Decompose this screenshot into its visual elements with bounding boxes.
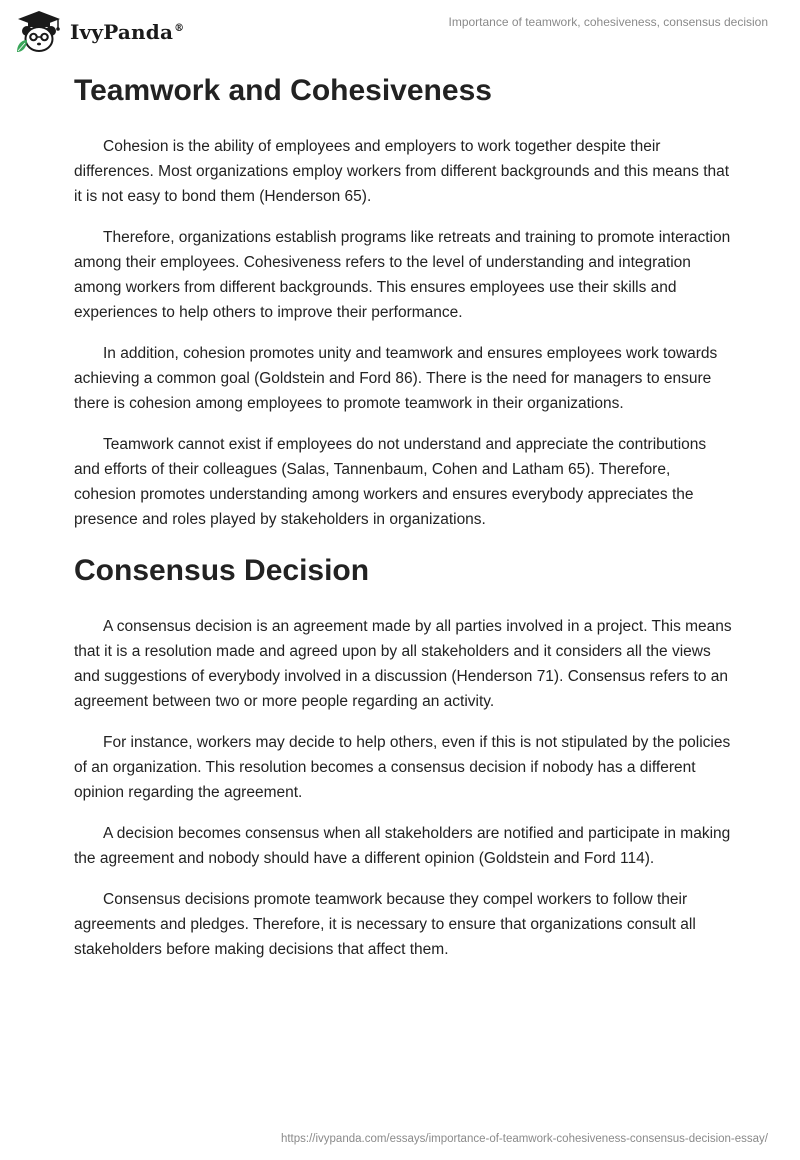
paragraph: Cohesion is the ability of employees and employers to work together despite their differences. Most organizations employ workers from different backgrounds and this means that it is not easy to bond them (Henderson 65). [74, 138, 730, 205]
paragraph: Therefore, organizations establish programs like retreats and training to promote interaction among their employees. Cohesiveness refers to the level of understanding and integration among workers from different backgrounds. This ensures employees use their skills and experiences to help others to improve their performance. [74, 229, 731, 321]
section-heading-teamwork: Teamwork and Cohesiveness [74, 74, 492, 107]
paragraph: Teamwork cannot exist if employees do not understand and appreciate the contributions and efforts of their colleagues (Salas, Tannenbaum, Cohen and Latham 65). Therefore, cohesion promotes understanding among workers and ensures everybody appreciates the presence and roles played by stakeholders in organizations. [74, 436, 707, 528]
paragraph: For instance, workers may decide to help others, even if this is not stipulated by the policies of an organization. This resolution becomes a consensus decision if nobody has a different opinion regarding the agreement. [74, 734, 731, 801]
document-running-title: Importance of teamwork, cohesiveness, consensus decision [448, 15, 768, 29]
paragraph: In addition, cohesion promotes unity and teamwork and ensures employees work towards achieving a common goal (Goldstein and Ford 86). There is the need for managers to ensure there is cohesion among employees to promote teamwork in their organizations. [74, 345, 718, 412]
ivypanda-logo[interactable] [14, 8, 184, 54]
page-header [0, 0, 800, 60]
essay-content [74, 62, 734, 962]
registered-mark: ® [174, 23, 185, 35]
brand-name: IvyPanda® [70, 20, 185, 44]
paragraph: A decision becomes consensus when all stakeholders are notified and participate in making the agreement and nobody should have a different opinion (Goldstein and Ford 114). [74, 825, 731, 867]
section-heading-consensus: Consensus Decision [74, 554, 370, 587]
panda-graduate-icon [14, 8, 64, 54]
source-url[interactable]: https://ivypanda.com/essays/importance-of-teamwork-cohesiveness-consensus-decision-essay/ [280, 1133, 768, 1145]
paragraph: A consensus decision is an agreement made by all parties involved in a project. This means that it is a resolution made and agreed upon by all stakeholders and it considers all the views and suggestions of everybody involved in a discussion (Henderson 71). Consensus refers to an agreement between two or more people regarding an activity. [74, 618, 732, 710]
paragraph: Consensus decisions promote teamwork because they compel workers to follow their agreements and pledges. Therefore, it is necessary to ensure that organizations consult all stakeholders before making decisions that affect them. [74, 891, 696, 958]
